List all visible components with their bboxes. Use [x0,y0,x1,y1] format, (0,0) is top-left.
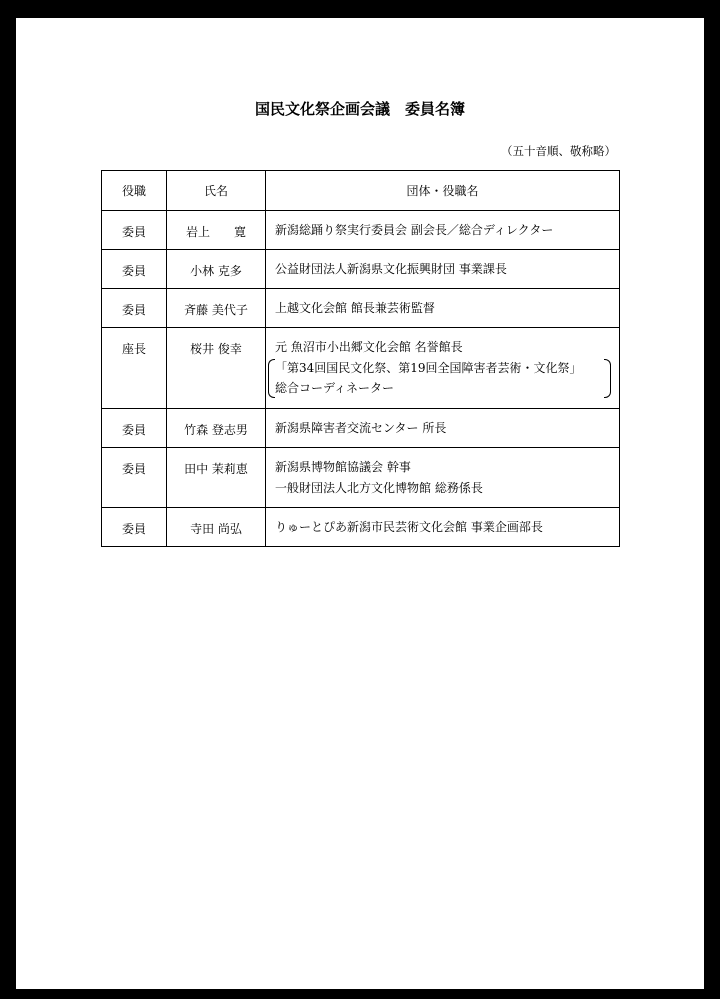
organization-line: 新潟総踊り祭実行委員会 副会長／総合ディレクター [275,223,554,237]
organization-line: 上越文化会館 館長兼芸術監督 [275,301,435,315]
header-name: 氏名 [167,171,266,211]
table-row [102,328,620,409]
name-cell: 小林 克多 [167,250,266,289]
organization-line: 総合コーディネーター [275,381,395,395]
organization-line: 元 魚沼市小出郷文化会館 名誉館長 [275,340,463,354]
role-cell: 委員 [102,289,167,328]
organization-line: りゅーとぴあ新潟市民芸術文化会館 事業企画部長 [275,520,543,534]
organization-cell [266,508,620,547]
organization-cell [266,250,620,289]
organization-line: 一般財団法人北方文化博物館 総務係長 [275,480,483,495]
organization-cell [266,409,620,448]
table-row [102,409,620,448]
organization-line: 新潟県博物館協議会 幹事 [275,460,411,474]
table-header-row [102,171,620,211]
organization-cell [266,328,620,409]
organization-line: 新潟県障害者交流センター 所長 [275,421,447,435]
header-role: 役職 [102,171,167,211]
table-row [102,508,620,547]
name-cell: 竹森 登志男 [167,409,266,448]
organization-line: 公益財団法人新潟県文化振興財団 事業課長 [275,262,507,276]
role-cell: 委員 [102,250,167,289]
organization-cell [266,289,620,328]
organization-cell [266,448,620,508]
name-cell: 桜井 俊幸 [167,328,266,409]
role-cell: 委員 [102,211,167,250]
page-title: 国民文化祭企画会議 委員名簿 [254,100,465,118]
role-cell: 委員 [102,448,167,508]
header-organization: 団体・役職名 [266,171,620,211]
role-cell: 座長 [102,328,167,409]
document-page [16,18,704,989]
role-cell: 委員 [102,409,167,448]
table-row [102,448,620,508]
table-row [102,211,620,250]
name-cell: 斉藤 美代子 [167,289,266,328]
role-cell: 委員 [102,508,167,547]
bracketed-note [270,358,605,399]
table-row [102,289,620,328]
order-note: （五十音順、敬称略） [501,144,616,158]
name-cell: 岩上 寛 [167,211,266,250]
organization-line: 「第34回国民文化祭、第19回全国障害者芸術・文化祭」 [275,360,582,375]
name-cell: 田中 茉莉恵 [167,448,266,508]
table-row [102,250,620,289]
member-table [101,170,620,547]
name-cell: 寺田 尚弘 [167,508,266,547]
organization-cell [266,211,620,250]
